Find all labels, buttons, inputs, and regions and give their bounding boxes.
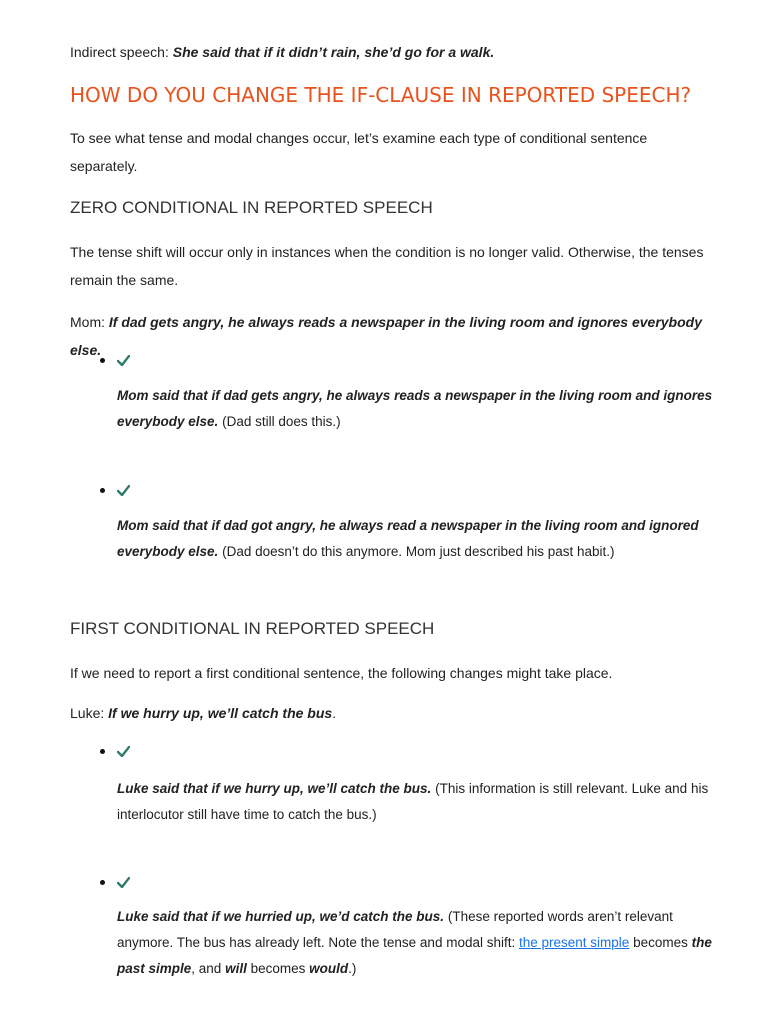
item-note: (These reported words aren’t relevant anymore. The bus has already left. Note the tense and modal shift: <box>117 909 673 950</box>
item-reported: Luke said that if we hurry up, we’ll catch the bus. <box>117 781 432 796</box>
bullet-dot <box>100 880 105 885</box>
indirect-example: She said that if it didn’t rain, she’d go for a walk. <box>172 44 495 60</box>
first-example <box>70 699 710 727</box>
list-bullet <box>100 741 130 761</box>
example-period: . <box>332 705 337 721</box>
zero-example-text: If dad gets angry, he always reads a newspaper in the living room and ignores everybody else. <box>70 314 702 358</box>
list-bullet <box>100 350 130 370</box>
indirect-label: Indirect speech: <box>70 44 169 60</box>
item-note: becomes <box>633 935 688 950</box>
item-note: .) <box>348 961 357 976</box>
item-note: becomes <box>250 961 306 976</box>
first-example-label: Luke: <box>70 705 105 721</box>
first-example-text: If we hurry up, we’ll catch the bus <box>108 705 333 721</box>
zero-example <box>70 308 710 364</box>
item-reported: Luke said that if we hurried up, we’d catch the bus. <box>117 909 445 924</box>
list-item <box>117 776 717 828</box>
present-simple-link[interactable]: the present simple <box>519 935 630 950</box>
zero-conditional-title: ZERO CONDITIONAL IN REPORTED SPEECH <box>70 198 433 217</box>
first-desc: If we need to report a first conditional sentence, the following changes might take place. <box>70 665 613 681</box>
first-conditional-title: FIRST CONDITIONAL IN REPORTED SPEECH <box>70 619 435 638</box>
list-bullet <box>100 480 130 500</box>
list-item <box>117 904 717 982</box>
emphasis-term: would <box>309 961 349 976</box>
check-icon <box>117 877 130 888</box>
list-item <box>117 383 717 435</box>
check-icon <box>117 355 130 366</box>
bullet-dot <box>100 749 105 754</box>
item-note: (Dad doesn’t do this anymore. Mom just described his past habit.) <box>222 544 615 559</box>
bullet-dot <box>100 488 105 493</box>
zero-example-label: Mom: <box>70 314 105 330</box>
bullet-dot <box>100 358 105 363</box>
check-icon <box>117 485 130 496</box>
item-reported: Mom said that if dad gets angry, he always reads a newspaper in the living room and ignores everybody else. <box>117 388 713 429</box>
check-icon <box>117 746 130 757</box>
item-note: (Dad still does this.) <box>222 414 341 429</box>
item-note: , and <box>191 961 222 976</box>
list-item <box>117 513 717 565</box>
article <box>70 38 713 976</box>
item-reported: Mom said that if dad got angry, he always read a newspaper in the living room and ignored everybody else. <box>117 518 699 559</box>
item-note: (This information is still relevant. Luke and his interlocutor still have time to catch the bus.) <box>117 781 709 822</box>
section-heading: HOW DO YOU CHANGE THE IF-CLAUSE IN REPORTED SPEECH? <box>70 83 692 107</box>
zero-desc: The tense shift will occur only in instances when the condition is no longer valid. Otherwise, the tenses remain the same. <box>70 244 704 288</box>
emphasis-term: the past simple <box>117 935 712 976</box>
emphasis-term: will <box>225 961 247 976</box>
indirect-speech-line <box>70 38 710 64</box>
intro-paragraph: To see what tense and modal changes occur, let’s examine each type of conditional sentence separately. <box>70 130 648 174</box>
list-bullet <box>100 872 130 892</box>
